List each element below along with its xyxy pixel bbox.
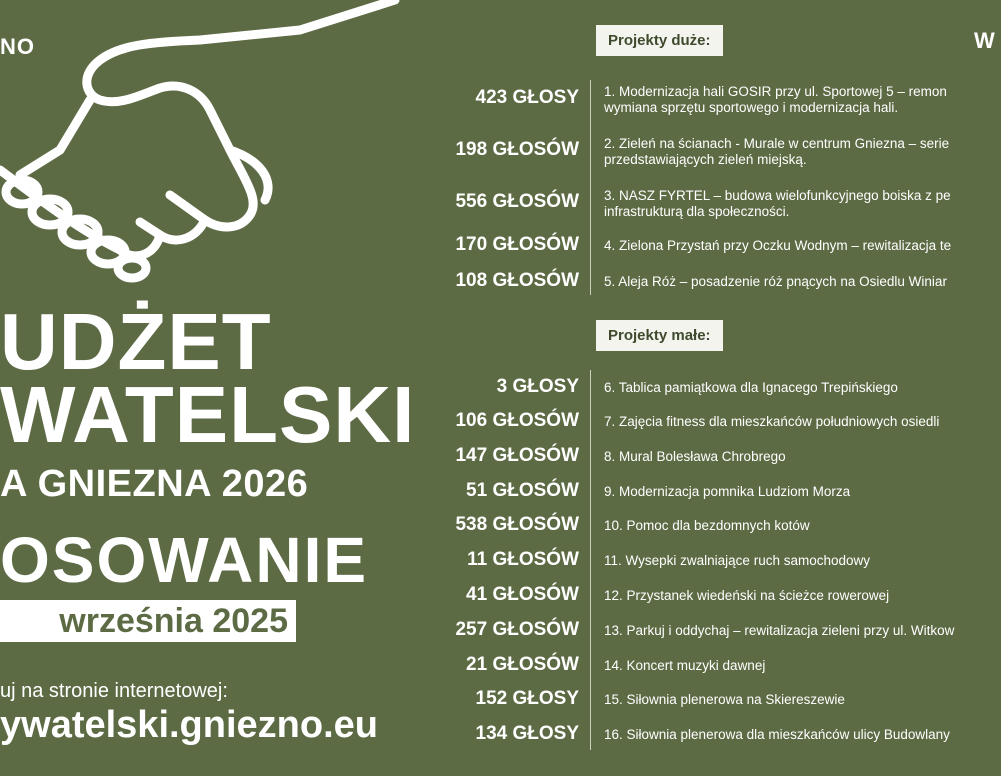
project-title: 14. Koncert muzyki dawnej [604,658,766,673]
vote-count: 556 GŁOSÓW [455,191,579,212]
project-title: 2. Zieleń na ścianach - Murale w centrum Gniezna – serie [604,136,950,151]
vote-count: 257 GŁOSÓW [455,619,579,640]
project-title: 6. Tablica pamiątkowa dla Ignacego Trepińskiego [604,380,898,395]
vote-count: 106 GŁOSÓW [455,410,579,431]
project-title: 7. Zajęcia fitness dla mieszkańców południowych osiedli [604,414,940,429]
project-title: 3. NASZ FYRTEL – budowa wielofunkcyjnego boiska z pe [604,188,951,203]
project-title: 11. Wysepki zwalniające ruch samochodowy [604,553,870,568]
project-title: 16. Siłownia plenerowa dla mieszkańców ulicy Budowlany [604,727,950,742]
vote-count: 134 GŁOSY [475,723,579,744]
project-title-cont: wymiana sprzętu sportowego i modernizacja hali. [604,100,899,115]
vote-count: 3 GŁOSY [496,376,579,397]
vote-count: 21 GŁOSÓW [466,654,579,675]
small-projects-label: Projekty małe: [596,320,723,351]
logo-text: NO [0,34,35,59]
website-link[interactable]: ywatelski.gniezno.eu [0,704,378,746]
project-title-cont: infrastrukturą dla społeczności. [604,204,790,219]
project-title: 5. Aleja Róż – posadzenie róż pnących na Osiedlu Winiar [604,274,947,289]
divider-large [590,80,591,295]
vote-count: 423 GŁOSY [475,87,579,108]
info-text: uj na stronie internetowej: [0,680,228,702]
project-title: 1. Modernizacja hali GOSIR przy ul. Sportowej 5 – remon [604,84,947,99]
title-line-2: WATELSKI [0,370,416,459]
vote-count: 170 GŁOSÓW [455,234,579,255]
project-title: 4. Zielona Przystań przy Oczku Wodnym – rewitalizacja te [604,238,952,253]
project-title-cont: przedstawiających zieleń miejską. [604,152,807,167]
vote-count: 11 GŁOSÓW [467,549,579,570]
handshake-icon [0,0,400,290]
project-title: 15. Siłownia plenerowa na Skiereszewie [604,692,845,707]
voting-heading: OSOWANIE [0,524,369,596]
project-title: 12. Przystanek wiedeński na ścieżce rowerowej [604,588,890,603]
project-title: 8. Mural Bolesława Chrobrego [604,449,786,464]
corner-text: W [974,28,995,53]
subtitle: A GNIEZNA 2026 [0,463,309,505]
project-title: 9. Modernizacja pomnika Ludziom Morza [604,484,851,499]
vote-count: 108 GŁOSÓW [455,270,579,291]
project-title: 10. Pomoc dla bezdomnych kotów [604,518,810,533]
large-projects-label: Projekty duże: [596,25,723,56]
vote-count: 152 GŁOSY [475,688,579,709]
vote-count: 538 GŁOSÓW [455,514,579,535]
project-title: 13. Parkuj i oddychaj – rewitalizacja zieleni przy ul. Witkow [604,623,955,638]
vote-count: 147 GŁOSÓW [455,445,579,466]
title-line-1: UDŻET [0,297,272,386]
date-badge: września 2025 [0,600,296,642]
vote-count: 51 GŁOSÓW [466,480,579,501]
divider-small [590,370,591,750]
vote-count: 198 GŁOSÓW [455,139,579,160]
vote-count: 41 GŁOSÓW [466,584,579,605]
